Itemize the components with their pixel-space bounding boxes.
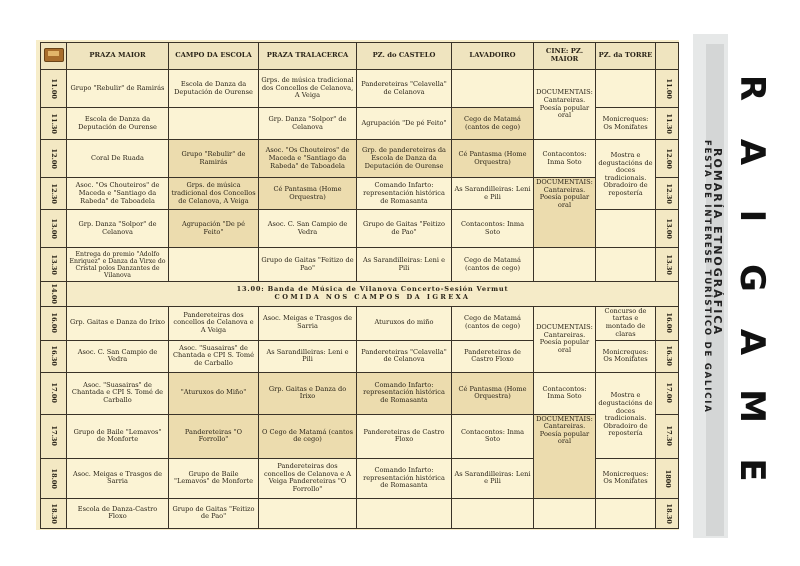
torre-cell: Monicreques: Os Monifates: [596, 458, 656, 498]
cine-cell: DOCUMENTAIS: Cantareiras. Poesía popular oral: [534, 178, 596, 248]
time-cell-right: 13.30: [656, 248, 679, 282]
schedule-cell: [169, 108, 259, 140]
header-pz-castelo: PZ. do CASTELO: [357, 43, 452, 70]
time-cell-right: 11.30: [656, 108, 679, 140]
torre-cell: Concurso de tartas e montado de claras: [596, 306, 656, 340]
title-letter: I: [732, 209, 772, 223]
time-cell-right: 1800: [656, 458, 679, 498]
title-letter: R: [732, 74, 772, 102]
time-cell: 17.30: [41, 414, 67, 458]
torre-cell: [596, 210, 656, 248]
header-blank: [656, 43, 679, 70]
schedule-cell: Cego de Matamá (cantos de cego): [452, 108, 534, 140]
table-row: [41, 248, 679, 282]
header-campo-escola: CAMPO DA ESCOLA: [169, 43, 259, 70]
header-row: [41, 43, 679, 70]
schedule-cell: Comando Infarto: representación histórica de Romasanta: [357, 458, 452, 498]
time-cell-right: 16.30: [656, 340, 679, 372]
torre-cell: [596, 248, 656, 282]
time-cell-right: 18.30: [656, 498, 679, 528]
schedule-cell: Asoc. Meigas e Trasgos de Sarria: [67, 458, 169, 498]
cine-cell: DOCUMENTAIS: Cantareiras. Poesía popular oral: [534, 70, 596, 140]
schedule-cell: Pandereteiras dos concellos de Celanova e A Veiga: [169, 306, 259, 340]
schedule-cell: Grp. Gaitas e Danza do Irixo: [259, 372, 357, 414]
schedule-cell: Cego de Matamá (cantos de cego): [452, 248, 534, 282]
schedule-cell: Pandereteiras dos concellos de Celanova e A Veiga Pandereteiras "O Forrollo": [259, 458, 357, 498]
schedule-cell: Cé Pantasma (Home Orquestra): [452, 140, 534, 178]
torre-cell: Monicreques: Os Monifates: [596, 340, 656, 372]
title-letter: E: [732, 458, 772, 482]
schedule-cell: As Sarandilleiras: Leni e Pili: [357, 248, 452, 282]
schedule-cell: Cego de Matamá (cantos de cego): [452, 306, 534, 340]
header-pz-torre: PZ. da TORRE: [596, 43, 656, 70]
time-cell: 16.00: [41, 306, 67, 340]
header-lavadoiro: LAVADOIRO: [452, 43, 534, 70]
cine-cell: [534, 248, 596, 282]
band-line-1: 13.00: Banda de Música de Vilanova Concerto-Sesión Vermut: [236, 285, 509, 294]
header-cine: CINE: PZ. MAIOR: [534, 43, 596, 70]
schedule-cell: Asoc. "Os Chouteiros" de Maceda e "Santiago da Rabeda" de Taboadela: [259, 140, 357, 178]
schedule-cell: Asoc. "Suasairas" de Chantada e CPI S. Tomé de Carballo: [169, 340, 259, 372]
schedule-cell: Grp. Danza "Solpor" de Celanova: [259, 108, 357, 140]
schedule-cell: Grupo "Rebulir" de Ramirás: [169, 140, 259, 178]
header-praza-tralacerca: PRAZA TRALACERCA: [259, 43, 357, 70]
title-letter: A: [732, 138, 772, 166]
schedule-cell: Grupo de Baile "Lemavos" de Monforte: [67, 414, 169, 458]
schedule-cell: "Aturuxos do Miño": [169, 372, 259, 414]
schedule-cell: Comando Infarto: representación histórica de Romasanta: [357, 178, 452, 210]
schedule-cell: Asoc. "Os Chouteiros" de Maceda e "Santiago da Rabeda" de Taboadela: [67, 178, 169, 210]
table-row: [41, 140, 679, 178]
table-row: [41, 498, 679, 528]
band-line-2: COMIDA NOS CAMPOS DA IGREXA: [274, 292, 471, 301]
schedule-cell: Cé Pantasma (Home Orquestra): [452, 372, 534, 414]
schedule-cell: Asoc. "Suasairas" de Chantada e CPI S. Tomé de Carballo: [67, 372, 169, 414]
time-cell: 18.30: [41, 498, 67, 528]
cine-cell: Contacontos: Inma Soto: [534, 372, 596, 414]
schedule-cell: Grupo de Gaitas "Feitizo de Pao": [169, 498, 259, 528]
schedule-cell: Grp. Danza "Solpor" de Celanova: [67, 210, 169, 248]
time-cell: 11.00: [41, 70, 67, 108]
cine-cell: DOCUMENTAIS: Cantareiras. Poesía popular oral: [534, 306, 596, 372]
header-praza-maior: PRAZA MAIOR: [67, 43, 169, 70]
schedule-cell: O Cego de Matamá (cantos de cego): [259, 414, 357, 458]
table-row: [41, 70, 679, 108]
schedule-cell: Contacontos: Inma Soto: [452, 210, 534, 248]
torre-cell: Mostra e degustacións de doces tradicionais. Obradoiro de repostería: [596, 140, 656, 210]
schedule-cell: Pandereteiras de Castro Floxo: [357, 414, 452, 458]
band-row: [41, 282, 679, 306]
schedule-cell: Coral De Ruada: [67, 140, 169, 178]
logo-cell: [41, 43, 67, 70]
time-cell-right: 17.30: [656, 414, 679, 458]
time-cell-right: 16.00: [656, 306, 679, 340]
lunch-banner: [67, 282, 679, 306]
schedule-cell: [259, 498, 357, 528]
table-row: [41, 178, 679, 210]
schedule-cell: Pandereteiras "O Forrollo": [169, 414, 259, 458]
time-cell: 12.30: [41, 178, 67, 210]
schedule-cell: Grps. de música tradicional dos Concellos de Celanova, A Veiga: [169, 178, 259, 210]
schedule-cell: [452, 498, 534, 528]
schedule-cell: Pandereteiras de Castro Floxo: [452, 340, 534, 372]
schedule-cell: Agrupación "De pé Feito": [357, 108, 452, 140]
schedule-cell: Asoc. C. San Campio de Vedra: [259, 210, 357, 248]
schedule-cell: Asoc. Meigas e Trasgos de Sarria: [259, 306, 357, 340]
title-letter: M: [732, 389, 772, 423]
title-letter: G: [732, 264, 772, 292]
title-letter: A: [732, 328, 772, 356]
schedule-cell: Grp. de pandereteiras da Escola de Danza da Deputación de Ourense: [357, 140, 452, 178]
subtitle-romaria: ROMARÍA ETNOGRÁFICA: [711, 148, 724, 336]
schedule-cell: Grp. Gaitas e Danza do Irixo: [67, 306, 169, 340]
schedule-cell: Grupo "Rebulir" de Ramirás: [67, 70, 169, 108]
torre-cell: Monicreques: Os Monifates: [596, 108, 656, 140]
schedule-cell: Grps. de música tradicional dos Concellos de Celanova, A Veiga: [259, 70, 357, 108]
schedule-cell: Grupo de Gaitas "Feitizo de Pao": [357, 210, 452, 248]
schedule-cell: Cé Pantasma (Home Orquestra): [259, 178, 357, 210]
cine-cell: Contacontos: Inma Soto: [534, 140, 596, 178]
schedule-cell: As Sarandilleiras: Leni e Pili: [452, 178, 534, 210]
schedule-cell: Asoc. C. San Campio de Vedra: [67, 340, 169, 372]
subtitle-festa: FESTA DE INTERESE TURÍSTICO DE GALICIA: [702, 140, 712, 414]
time-cell-right: 17.00: [656, 372, 679, 414]
time-cell: 16.30: [41, 340, 67, 372]
schedule-table: [40, 42, 679, 529]
schedule-cell: Aturuxos do miño: [357, 306, 452, 340]
torre-cell: [596, 498, 656, 528]
schedule-cell: [357, 498, 452, 528]
schedule-cell: Pandereteiras "Celavella" de Celanova: [357, 70, 452, 108]
time-cell: 14.00: [41, 282, 67, 306]
time-cell: 13.30: [41, 248, 67, 282]
time-cell-right: 12.00: [656, 140, 679, 178]
time-cell: 17.00: [41, 372, 67, 414]
time-cell-right: 13.00: [656, 210, 679, 248]
time-cell-right: 11.00: [656, 70, 679, 108]
schedule-cell: Grupo de Gaitas "Feitizo de Pao": [259, 248, 357, 282]
schedule-cell: [452, 70, 534, 108]
table-row: [41, 306, 679, 340]
table-row: [41, 414, 679, 458]
chest-icon: [44, 48, 64, 62]
schedule-cell: As Sarandilleiras: Leni e Pili: [452, 458, 534, 498]
time-cell: 12.00: [41, 140, 67, 178]
torre-cell: [596, 70, 656, 108]
schedule-cell: Grupo de Baile "Lemavos" de Monforte: [169, 458, 259, 498]
schedule-cell: Pandereteiras "Celavella" de Celanova: [357, 340, 452, 372]
time-cell-right: 12.30: [656, 178, 679, 210]
time-cell: 18.00: [41, 458, 67, 498]
time-cell: 11.30: [41, 108, 67, 140]
schedule-cell: Contacontos: Inma Soto: [452, 414, 534, 458]
schedule-cell: Agrupación "De pé Feito": [169, 210, 259, 248]
schedule-cell: Escola de Danza-Castro Floxo: [67, 498, 169, 528]
cine-cell: DOCUMENTAIS: Cantareiras. Poesía popular oral: [534, 414, 596, 498]
schedule-cell: [169, 248, 259, 282]
schedule-cell: Comando Infarto: representación histórica de Romasanta: [357, 372, 452, 414]
torre-cell: Mostra e degustacións de doces tradicionais. Obradoiro de repostería: [596, 372, 656, 458]
schedule-cell: Entrega do premio "Adolfo Enriquez" e Danza da Virxe do Cristal polos Danzantes de Vilanova: [67, 248, 169, 282]
table-row: [41, 372, 679, 414]
time-cell: 13.00: [41, 210, 67, 248]
schedule-cell: As Sarandilleiras: Leni e Pili: [259, 340, 357, 372]
schedule-cell: Escola de Danza da Deputación de Ourense: [67, 108, 169, 140]
schedule-cell: Escola de Danza da Deputación de Ourense: [169, 70, 259, 108]
cine-cell: [534, 498, 596, 528]
